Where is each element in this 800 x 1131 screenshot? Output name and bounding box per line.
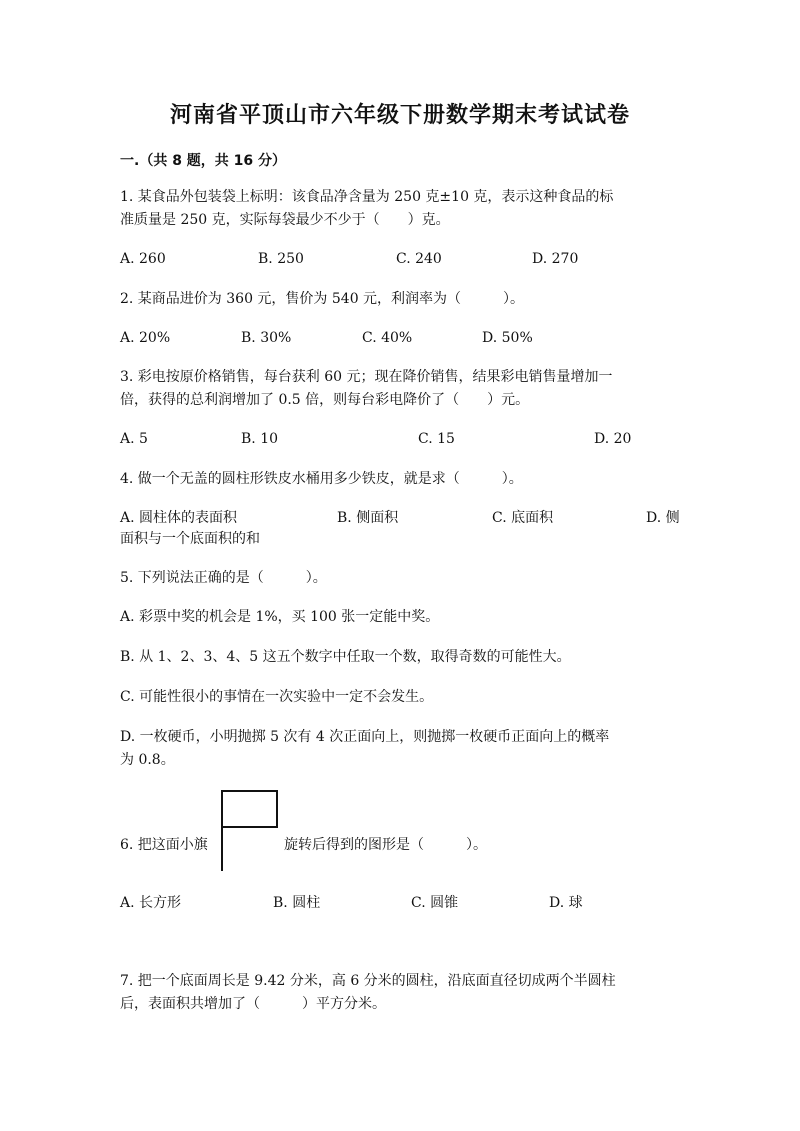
q6-option-d: D. 球: [549, 895, 583, 911]
q4-option-c: C. 底面积: [492, 510, 554, 526]
q4-option-d-continued: 面积与一个底面积的和: [120, 531, 260, 547]
q2-line-1: 2. 某商品进价为 360 元，售价为 540 元，利润率为（ ）。: [120, 291, 525, 307]
q5-option-d-line-2: 为 0.8。: [120, 752, 175, 768]
q4-option-a: A. 圆柱体的表面积: [120, 510, 238, 526]
q5-line-1: 5. 下列说法正确的是（ ）。: [120, 570, 327, 586]
q2-option-b: B. 30%: [241, 330, 292, 346]
q3-option-a: A. 5: [120, 431, 148, 447]
q6-option-a: A. 长方形: [120, 895, 182, 911]
q3-line-1: 3. 彩电按原价格销售，每台获利 60 元；现在降价销售，结果彩电销售量增加一: [120, 369, 613, 385]
page-title: 河南省平顶山市六年级下册数学期末考试试卷: [169, 103, 630, 128]
q5-option-b: B. 从 1、2、3、4、5 这五个数字中任取一个数，取得奇数的可能性大。: [120, 649, 571, 665]
q4-option-d: D. 侧: [646, 510, 680, 526]
q1-option-c: C. 240: [396, 251, 442, 267]
q2-option-d: D. 50%: [482, 330, 533, 346]
q3-option-b: B. 10: [241, 431, 279, 447]
q1-option-a: A. 260: [120, 251, 166, 267]
q1-line-2: 准质量是 250 克，实际每袋最少不少于（ ）克。: [120, 212, 450, 228]
q6-option-c: C. 圆锥: [411, 895, 459, 911]
q6-suffix: 旋转后得到的图形是（ ）。: [284, 837, 487, 853]
q6-prefix: 6. 把这面小旗: [120, 837, 208, 853]
q5-option-a: A. 彩票中奖的机会是 1%，买 100 张一定能中奖。: [120, 609, 440, 625]
section-heading: 一.（共 8 题，共 16 分）: [120, 153, 287, 169]
q4-option-b: B. 侧面积: [337, 510, 399, 526]
q7-line-1: 7. 把一个底面周长是 9.42 分米，高 6 分米的圆柱，沿底面直径切成两个半圆柱: [120, 973, 616, 989]
q6-option-b: B. 圆柱: [273, 895, 321, 911]
q5-option-c: C. 可能性很小的事情在一次实验中一定不会发生。: [120, 689, 434, 705]
q2-option-a: A. 20%: [120, 330, 171, 346]
q1-line-1: 1. 某食品外包装袋上标明：该食品净含量为 250 克±10 克，表示这种食品的标: [120, 189, 614, 205]
q7-line-2: 后，表面积共增加了（ ）平方分米。: [120, 996, 386, 1012]
q5-option-d-line-1: D. 一枚硬币，小明抛掷 5 次有 4 次正面向上，则抛掷一枚硬币正面向上的概率: [120, 729, 610, 745]
q3-option-d: D. 20: [594, 431, 632, 447]
q2-option-c: C. 40%: [362, 330, 413, 346]
q3-line-2: 倍，获得的总利润增加了 0.5 倍，则每台彩电降价了（ ）元。: [120, 392, 530, 408]
q4-line-1: 4. 做一个无盖的圆柱形铁皮水桶用多少铁皮，就是求（ ）。: [120, 471, 523, 487]
flag-figure: [218, 789, 282, 873]
q1-option-b: B. 250: [258, 251, 304, 267]
q3-option-c: C. 15: [418, 431, 455, 447]
q1-option-d: D. 270: [532, 251, 579, 267]
